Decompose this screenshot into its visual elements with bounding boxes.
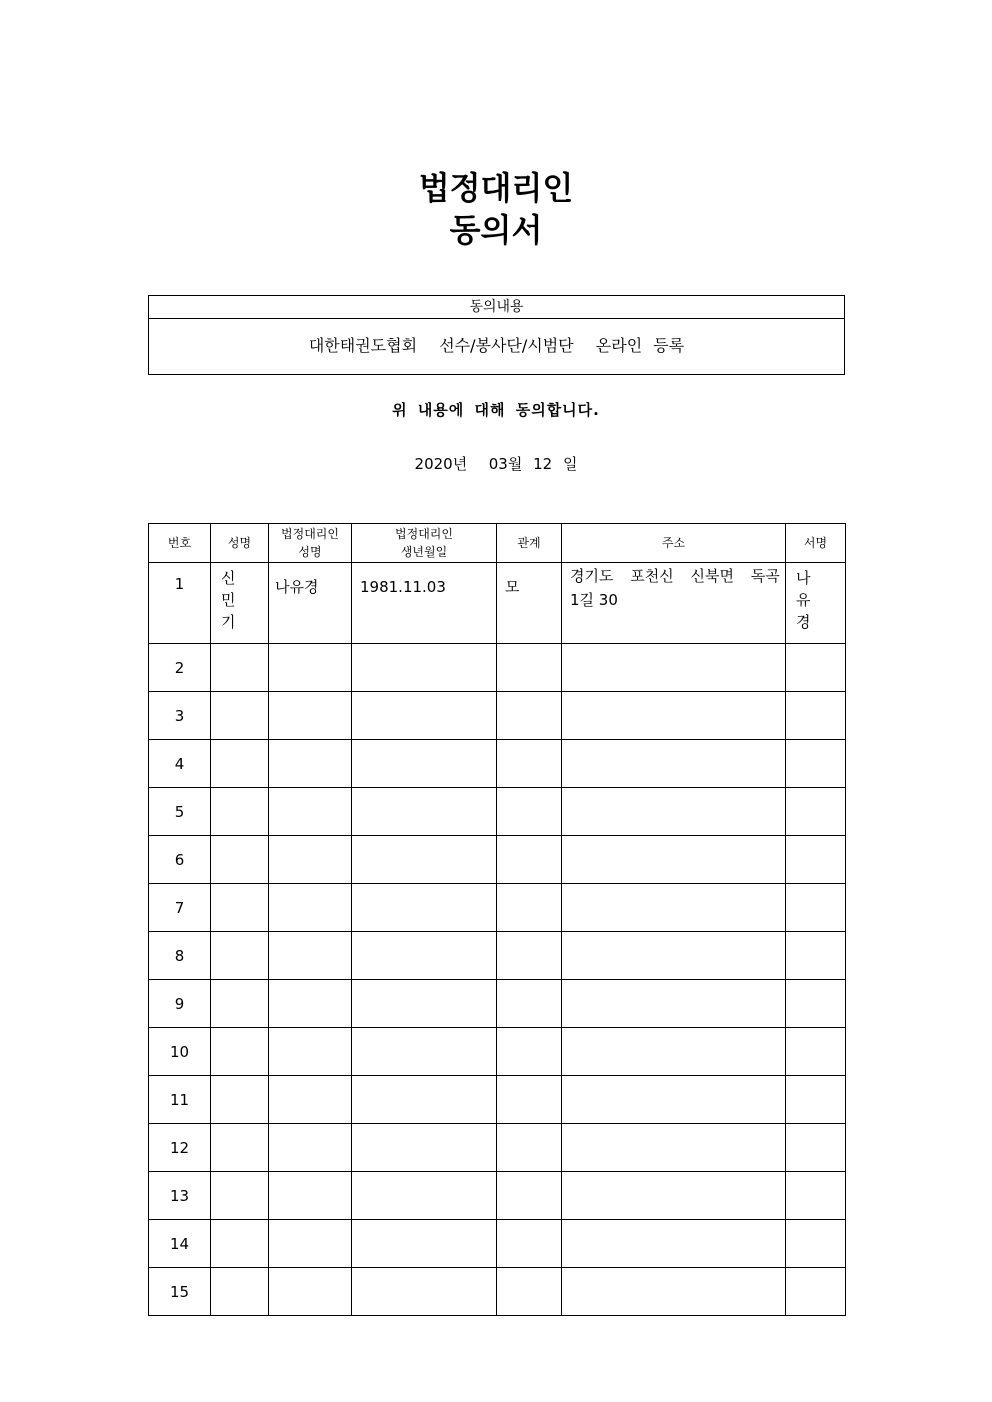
table-row [149,980,846,1028]
row-relation [497,884,562,932]
row-address [562,692,786,740]
row-address [562,1124,786,1172]
document-title-line-1: 법정대리인 [418,169,574,207]
header-address: 주소 [562,524,786,563]
row-relation [497,836,562,884]
row-relation [497,1124,562,1172]
table-row [149,1172,846,1220]
row-signature [786,980,846,1028]
row-signature [786,1268,846,1316]
row-name [211,563,269,644]
row-relation [497,1172,562,1220]
consent-header: 동의내용 [149,296,844,319]
row-address [562,884,786,932]
row-guardian-birth [352,980,497,1028]
table-row [149,1028,846,1076]
row-signature [786,740,846,788]
row-address [562,563,786,644]
row-address [562,932,786,980]
row-guardian-name [269,740,352,788]
header-guardian-birth [352,524,497,563]
date-line: 2020년 03월 12 일 [414,455,578,473]
row-relation [497,932,562,980]
header-guardian-birth-line1: 법정대리인 [395,527,453,541]
row-relation [497,980,562,1028]
row-name [211,836,269,884]
row-name [211,1076,269,1124]
row-number: 10 [149,1028,211,1076]
row-name [211,932,269,980]
row-address [562,1076,786,1124]
row-guardian-name [269,1124,352,1172]
row-guardian-birth [352,932,497,980]
row-address [562,740,786,788]
header-name: 성명 [211,524,269,563]
row-guardian-birth [352,740,497,788]
row-guardian-name [269,836,352,884]
row-number: 8 [149,932,211,980]
row-address [562,1028,786,1076]
row-relation [497,1220,562,1268]
row-guardian-name [269,932,352,980]
row-guardian-name [269,1220,352,1268]
row-relation [497,1268,562,1316]
row-signature-text: 나 유 경 [796,569,825,631]
row-guardian-birth [352,563,497,644]
document-title-line-2: 동의서 [449,211,543,249]
row-address-line2: 1길 30 [570,591,618,609]
agree-statement: 위 내용에 대해 동의합니다. [392,401,600,419]
row-number: 12 [149,1124,211,1172]
row-signature [786,1124,846,1172]
row-address [562,644,786,692]
table-row [149,644,846,692]
row-relation-text: 모 [505,578,520,596]
table-row [149,1124,846,1172]
row-guardian-name [269,1028,352,1076]
table-row [149,1076,846,1124]
row-signature [786,1220,846,1268]
row-relation [497,563,562,644]
row-guardian-birth [352,1268,497,1316]
row-guardian-name [269,980,352,1028]
row-number: 11 [149,1076,211,1124]
row-address [562,1268,786,1316]
row-name [211,1172,269,1220]
row-guardian-birth [352,644,497,692]
row-relation [497,692,562,740]
row-number: 4 [149,740,211,788]
row-name [211,980,269,1028]
row-relation [497,1028,562,1076]
row-number: 6 [149,836,211,884]
row-guardian-birth [352,836,497,884]
row-guardian-birth [352,1124,497,1172]
consent-box [148,295,845,375]
row-name [211,644,269,692]
row-name [211,884,269,932]
table-row [149,788,846,836]
row-number: 1 [149,563,211,644]
row-signature [786,884,846,932]
header-relation: 관계 [497,524,562,563]
row-guardian-name [269,644,352,692]
header-number: 번호 [149,524,211,563]
row-name [211,1124,269,1172]
row-address [562,788,786,836]
row-guardian-name [269,563,352,644]
row-number: 13 [149,1172,211,1220]
row-name [211,1220,269,1268]
table-row [149,836,846,884]
row-guardian-name [269,884,352,932]
row-name [211,1028,269,1076]
row-signature [786,836,846,884]
row-address [562,1172,786,1220]
row-guardian-name-text: 나유경 [275,578,319,596]
row-signature [786,1028,846,1076]
row-guardian-name [269,1172,352,1220]
row-guardian-name [269,1076,352,1124]
row-guardian-birth [352,1172,497,1220]
table-row [149,692,846,740]
row-name [211,788,269,836]
table-row [149,932,846,980]
row-relation [497,740,562,788]
table-row [149,1268,846,1316]
row-address [562,836,786,884]
table-row [149,740,846,788]
row-signature [786,644,846,692]
table-row [149,1220,846,1268]
row-relation [497,1076,562,1124]
table-header-row [149,524,846,563]
table-row [149,563,846,644]
row-guardian-birth [352,884,497,932]
row-signature [786,563,846,644]
table-row [149,884,846,932]
row-number: 3 [149,692,211,740]
row-guardian-birth-text: 1981.11.03 [360,578,446,596]
row-signature [786,692,846,740]
row-guardian-name [269,788,352,836]
header-guardian-name [269,524,352,563]
row-address [562,1220,786,1268]
row-address [562,980,786,1028]
row-number: 9 [149,980,211,1028]
row-name-text: 신 민 기 [221,569,250,631]
row-name [211,1268,269,1316]
row-guardian-birth [352,1076,497,1124]
row-signature [786,932,846,980]
row-signature [786,788,846,836]
row-guardian-birth [352,1028,497,1076]
row-number: 2 [149,644,211,692]
row-number: 5 [149,788,211,836]
row-signature [786,1076,846,1124]
row-guardian-name [269,692,352,740]
header-signature: 서명 [786,524,846,563]
row-address-line1: 경기도 포천신 신북면 독곡 [570,567,780,585]
row-name [211,692,269,740]
guardian-registration-table [148,523,846,1316]
header-guardian-name-line1: 법정대리인 [281,527,339,541]
header-guardian-birth-line2: 생년월일 [400,545,448,559]
row-relation [497,788,562,836]
consent-body: 대한태권도협회 선수/봉사단/시범단 온라인 등록 [308,336,685,355]
row-guardian-birth [352,692,497,740]
row-guardian-name [269,1268,352,1316]
row-guardian-birth [352,788,497,836]
row-signature [786,1172,846,1220]
row-number: 14 [149,1220,211,1268]
row-name [211,740,269,788]
row-relation [497,644,562,692]
row-number: 15 [149,1268,211,1316]
row-guardian-birth [352,1220,497,1268]
row-number: 7 [149,884,211,932]
header-guardian-name-line2: 성명 [298,545,322,559]
